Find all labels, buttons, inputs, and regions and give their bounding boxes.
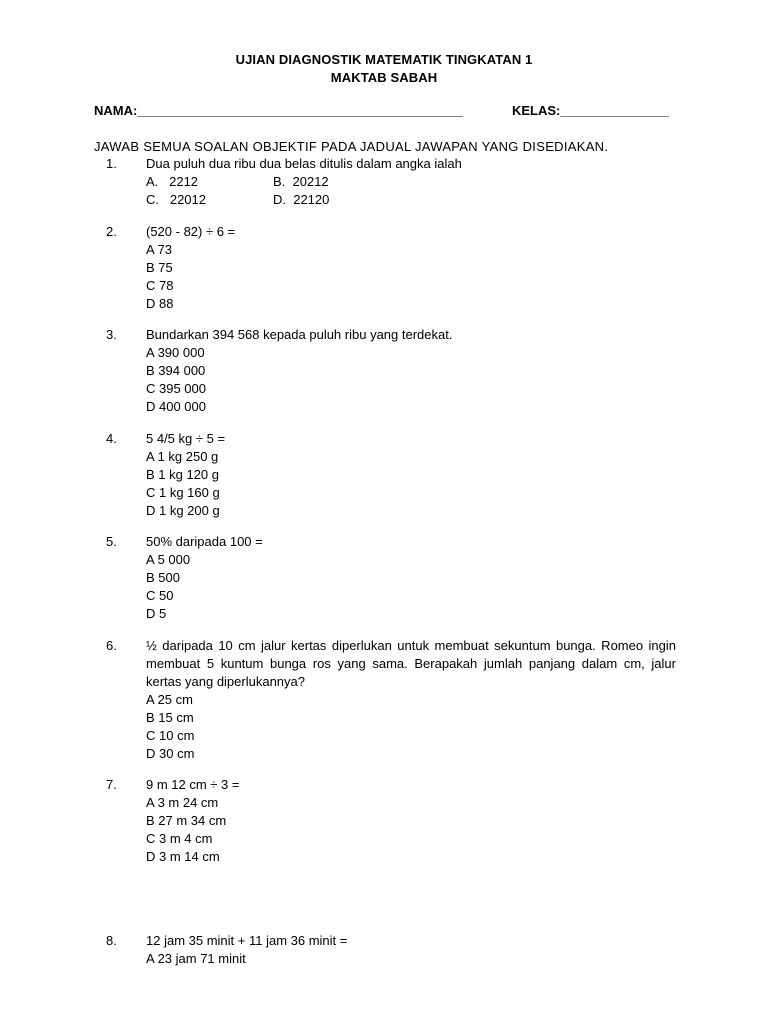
question-text: Bundarkan 394 568 kepada puluh ribu yang terdekat. xyxy=(146,327,453,342)
question-number: 5. xyxy=(106,534,117,549)
option-d: D. 22120 xyxy=(273,192,330,207)
option-a: A 23 jam 71 minit xyxy=(146,951,246,966)
option-d: D 400 000 xyxy=(146,399,206,414)
question-text: (520 - 82) ÷ 6 = xyxy=(146,224,236,239)
question-text: 12 jam 35 minit + 11 jam 36 minit = xyxy=(146,933,348,948)
school-name: MAKTAB SABAH xyxy=(330,70,438,85)
option-b: B 75 xyxy=(146,260,173,275)
option-d: D 1 kg 200 g xyxy=(146,503,220,518)
option-c: C 10 cm xyxy=(146,728,195,743)
question-number: 1. xyxy=(106,156,117,171)
question-number: 3. xyxy=(106,327,117,342)
option-b: B 1 kg 120 g xyxy=(146,467,219,482)
question-body xyxy=(146,533,676,623)
option-c: C 50 xyxy=(146,588,174,603)
option-d: D 5 xyxy=(146,606,167,621)
question-body xyxy=(146,155,676,209)
option-c: C 1 kg 160 g xyxy=(146,485,220,500)
question-body xyxy=(146,326,676,416)
question-text: 9 m 12 cm ÷ 3 = xyxy=(146,777,240,792)
question-text: ½ daripada 10 cm jalur kertas diperlukan untuk membuat sekuntum bunga. Romeo ingin membuat 5 kuntum bunga ros yang sama. Berapakah jumlah panjang dalam cm, jalur kertas yang diperlukannya? xyxy=(146,638,676,689)
option-c: C 395 000 xyxy=(146,381,206,396)
question-body xyxy=(146,430,676,520)
option-b: B 394 000 xyxy=(146,363,206,378)
question-text: 50% daripada 100 = xyxy=(146,534,263,549)
option-b: B. 20212 xyxy=(273,174,329,189)
option-a: A 1 kg 250 g xyxy=(146,449,219,464)
option-d: D 3 m 14 cm xyxy=(146,849,220,864)
option-a: A 3 m 24 cm xyxy=(146,795,219,810)
question-number: 4. xyxy=(106,431,117,446)
instruction-text: JAWAB SEMUA SOALAN OBJEKTIF PADA JADUAL JAWAPAN YANG DISEDIAKAN. xyxy=(94,139,609,154)
name-field: NAMA:_____________________________________________ xyxy=(94,103,463,118)
option-a: A 5 000 xyxy=(146,552,191,567)
options-grid xyxy=(146,173,676,209)
option-b: B 15 cm xyxy=(146,710,194,725)
option-d: D 88 xyxy=(146,296,174,311)
question-body xyxy=(146,637,676,763)
question-number: 7. xyxy=(106,777,117,792)
exam-title: UJIAN DIAGNOSTIK MATEMATIK TINGKATAN 1 xyxy=(235,52,533,67)
option-d: D 30 cm xyxy=(146,746,195,761)
option-c: C 78 xyxy=(146,278,174,293)
option-a: A. 2212 xyxy=(146,174,199,189)
question-number: 2. xyxy=(106,224,117,239)
question-body xyxy=(146,223,676,313)
option-c: C. 22012 xyxy=(146,192,206,207)
question-text: Dua puluh dua ribu dua belas ditulis dalam angka ialah xyxy=(146,156,462,171)
question-number: 8. xyxy=(106,933,117,948)
question-text: 5 4/5 kg ÷ 5 = xyxy=(146,431,226,446)
class-field: KELAS:_______________ xyxy=(512,103,669,118)
question-body xyxy=(146,932,676,968)
question-body xyxy=(146,776,676,866)
option-a: A 25 cm xyxy=(146,692,193,707)
option-b: B 500 xyxy=(146,570,180,585)
question-number: 6. xyxy=(106,638,117,653)
option-b: B 27 m 34 cm xyxy=(146,813,227,828)
option-a: A 390 000 xyxy=(146,345,205,360)
option-c: C 3 m 4 cm xyxy=(146,831,213,846)
option-a: A 73 xyxy=(146,242,173,257)
